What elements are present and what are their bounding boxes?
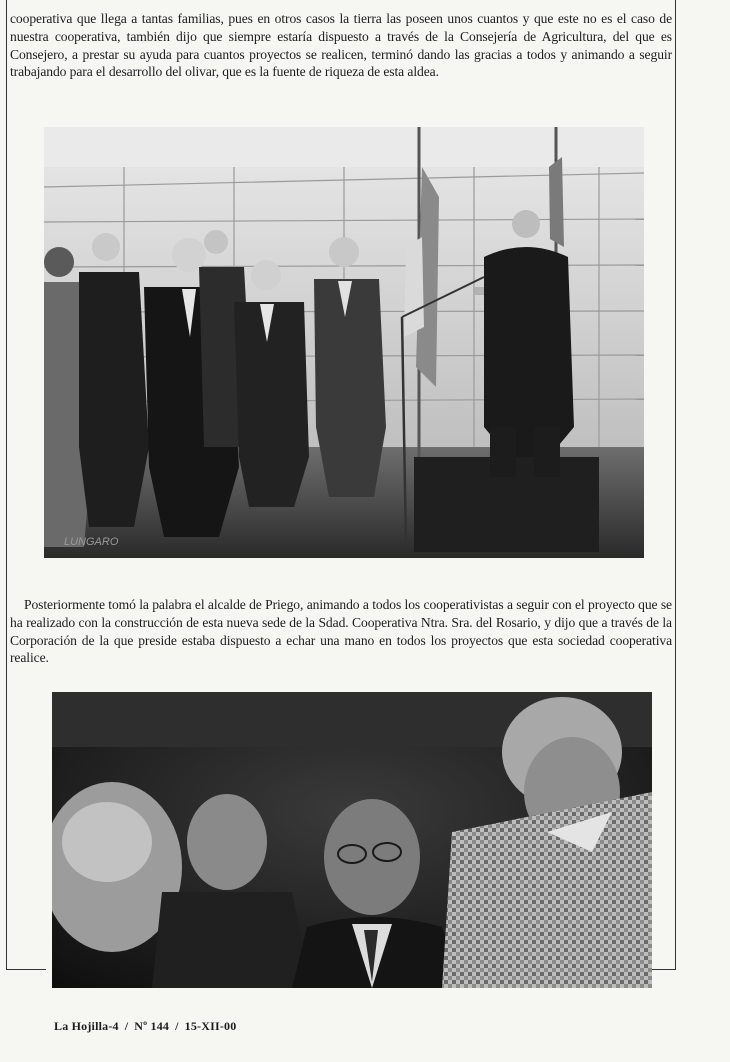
photo-speech-podium [44, 127, 644, 558]
page-footer: La Hojilla-4 / Nº 144 / 15-XII-00 [54, 1019, 237, 1033]
footer-issue: Nº 144 [134, 1019, 170, 1033]
photo-watermark: LUNGARO [64, 536, 119, 548]
page-frame-left [6, 0, 7, 970]
page-frame-bottom-left [6, 969, 46, 970]
page-frame-right [675, 0, 676, 970]
page-frame-bottom-right [652, 969, 676, 970]
article-paragraph-2: Posteriormente tomó la palabra el alcalde de Priego, animando a todos los cooperativistas a seguir con el proyecto que se ha realizado con la construcción de esta nueva sede de la Sdad. Cooperativa Ntra. Sra. del Rosario, y dijo que a través de la Corporación de la que preside estaba dispuesto a echar una mano en todos los proyectos que esta sociedad cooperativa realice. [10, 597, 672, 666]
article-paragraph-1: cooperativa que llega a tantas familias, pues en otros casos la tierra las poseen unos cuantos y que este no es el caso de nuestra cooperativa, también dijo que siempre estaría dispuesto a través de la Consejería de Agricultura, del que es Consejero, a prestar su ayuda para cuantos proyectos se realicen, terminó dando las gracias a todos y animando a seguir trabajando para el desarrollo del olivar, que es la fuente de riqueza de esta aldea. [10, 11, 672, 80]
footer-publication: La Hojilla-4 [54, 1019, 119, 1033]
photo-attendees-closeup [52, 692, 652, 988]
footer-date: 15-XII-00 [184, 1019, 237, 1033]
